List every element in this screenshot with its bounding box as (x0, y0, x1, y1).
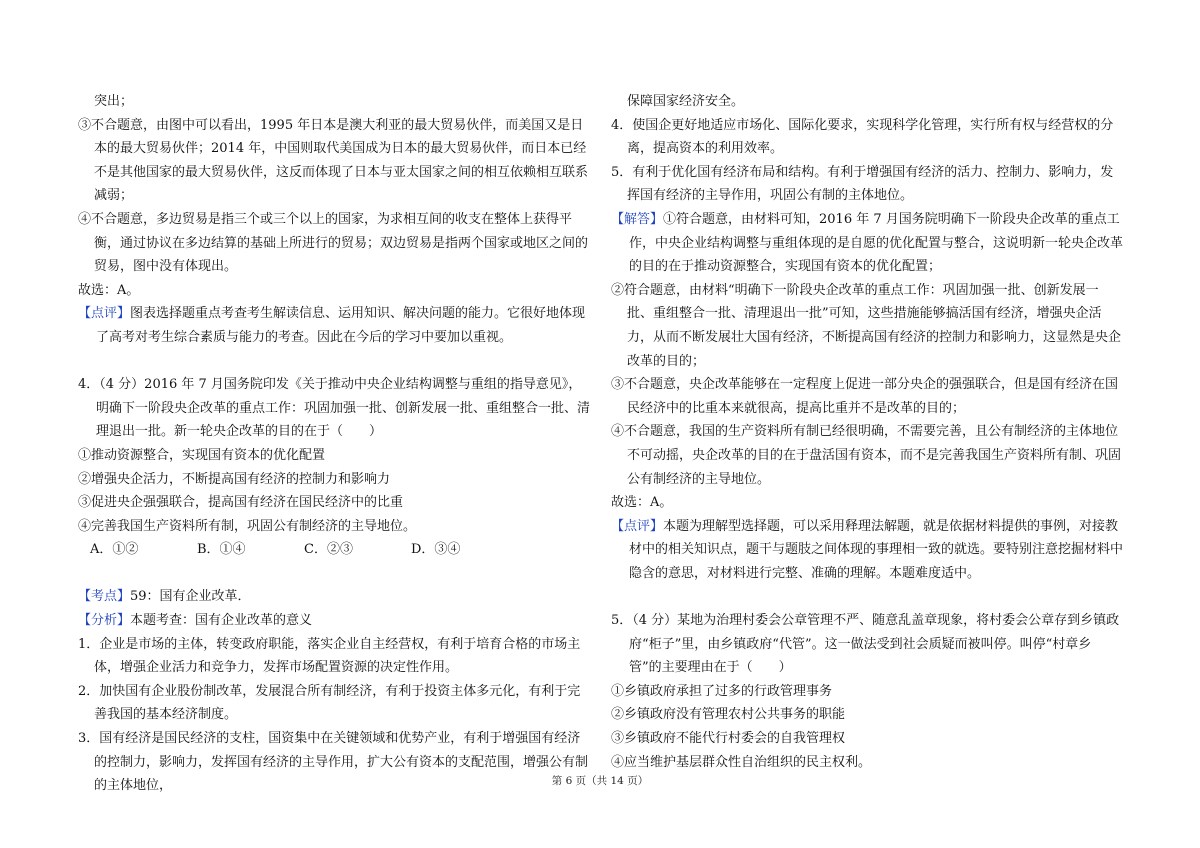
q4-solution-item-3: ③不合题意，央企改革能够在一定程度上促进一部分央企的强强联合，但是国有经济在国民经济中的比重本来就很高，提高比重并不是改革的目的； (611, 377, 1119, 416)
q4-review-text: 本题为理解型选择题，可以采用释理法解题，就是依据材料提供的事例，对接教材中的相关知识点，题干与题肢之间体现的事理相一致的就选。要特别注意挖掘材料中隐含的意思，对材料进行完整、准确的理解。本题难度适中。 (629, 518, 1124, 581)
q4-answer: 故选：A。 (611, 495, 673, 511)
q4-solution-item-4: ④不合题意，我国的生产资料所有制已经很明确，不需要完善，且公有制经济的主体地位不可动摇，央企改革的目的在于盘活国有资本，而不是完善我国生产资料所有制、巩固公有制经济的主导地位。 (611, 424, 1122, 487)
q4-stem: 4．（4 分）2016 年 7 月国务院印发《关于推动中央企业结构调整与重组的指导意见》，明确下一阶段央企改革的重点工作：巩固加强一批、创新发展一批、重组整合一批、清理退出一批。新一轮央企改革的目的在于（ ） (78, 377, 591, 440)
q4-analysis-item-5: 5．有利于优化国有经济布局和结构。有利于增强国有经济的活力、控制力、影响力，发挥国有经济的主导作用，巩固公有制的主体地位。 (611, 164, 1114, 204)
q5-stem: 5．（4 分）某地为治理村委会公章管理不严、随意乱盖章现象，将村委会公章存到乡镇政府“柜子”里，由乡镇政府“代管”。这一做法受到社会质疑而被叫停。叫停“村章乡管”的主要理由在于（ ） (611, 613, 1120, 676)
q4-analysis-item-2: 2．加快国有企业股份制改革，发展混合所有制经济，有利于投资主体多元化，有利于完善我国的基本经济制度。 (78, 683, 581, 723)
q4-continuation-line: 保障国家经济安全。 (627, 94, 745, 109)
q4-solution (611, 208, 1123, 279)
q3-analysis-item-3: ③不合题意，由图中可以看出，1995 年日本是澳大利亚的最大贸易伙伴，而美国又是日本的最大贸易伙伴；2014 年，中国则取代美国成为日本的最大贸易伙伴，而日本已经不是其他国家的最大贸易伙伴，这反而体现了日本与亚太国家之间的相互依赖相互联系减弱； (78, 117, 589, 204)
q4-choice-3: ③促进央企强强联合，提高国有经济在国民经济中的比重 (78, 495, 404, 511)
right-column (611, 90, 1123, 774)
q5-choice-4: ④应当维护基层群众性自治组织的民主权利。 (611, 754, 872, 770)
q4-options (78, 538, 590, 562)
solution-tag: 【解答】 (611, 211, 664, 227)
review-tag: 【点评】 (611, 518, 664, 534)
q4-analysis-text: 本题考查：国有企业改革的意义 (130, 613, 313, 629)
q3-analysis-item-4: ④不合题意，多边贸易是指三个或三个以上的国家，为求相互间的收支在整体上获得平衡，通过协议在多边结算的基础上所进行的贸易；双边贸易是指两个国家或地区之间的贸易，图中没有体现出。 (78, 211, 589, 275)
q3-review-text: 图表选择题重点考查考生解读信息、运用知识、解决问题的能力。它很好地体现了高考对考生综合素质与能力的考查。因此在今后的学习中要加以重视。 (96, 306, 586, 345)
q4-review (611, 515, 1123, 586)
q4-solution-item-2: ②符合题意，由材料“明确下一阶段央企改革的重点工作：巩固加强一批、创新发展一批、重组整合一批、清理退出一批”可知，这些措施能够搞活国有经济，增强央企活力，从而不断发展壮大国有经济，不断提高国有经济的控制力和影响力，这显然是央企改革的目的； (611, 282, 1122, 369)
q4-option-a: A．①② (90, 542, 139, 558)
left-column (78, 90, 590, 798)
q4-option-b: B．①④ (197, 542, 246, 558)
q4-analysis (78, 609, 590, 633)
q5-choice-2: ②乡镇政府没有管理农村公共事务的职能 (611, 707, 846, 723)
q3-continuation-line: 突出； (94, 94, 134, 109)
q4-choice-2: ②增强央企活力，不断提高国有经济的控制力和影响力 (78, 471, 391, 487)
q4-analysis-item-1: 1．企业是市场的主体，转变政府职能，落实企业自主经营权，有利于培育合格的市场主体，增强企业活力和竞争力，发挥市场配置资源的决定性作用。 (78, 636, 581, 676)
q4-choice-1: ①推动资源整合，实现国有资本的优化配置 (78, 447, 326, 463)
q4-option-c: C．②③ (304, 542, 353, 558)
q4-analysis-item-4: 4．使国企更好地适应市场化、国际化要求，实现科学化管理，实行所有权与经营权的分离，提高资本的利用效率。 (611, 117, 1114, 157)
point-tag: 【考点】 (78, 589, 131, 605)
q5-choice-1: ①乡镇政府承担了过多的行政管理事务 (611, 683, 833, 699)
q4-point (78, 585, 590, 609)
q5-choice-3: ③乡镇政府不能代行村委会的自我管理权 (611, 731, 846, 747)
q4-solution-text: ①符合题意，由材料可知，2016 年 7 月国务院明确下一阶段央企改革的重点工作，中央企业结构调整与重组体现的是自愿的优化配置与整合，这说明新一轮央企改革的目的在于推动资源整合，实现国有资本的优化配置； (629, 211, 1124, 275)
q3-review (78, 302, 590, 349)
q4-analysis-item-3: 3．国有经济是国民经济的支柱，国资集中在关键领域和优势产业，有利于增强国有经济的控制力，影响力，发挥国有经济的主导作用，扩大公有资本的支配范围，增强公有制的主体地位， (78, 731, 589, 794)
q4-option-d: D．③④ (411, 542, 461, 558)
q4-point-text: 59：国有企业改革． (130, 589, 251, 605)
q3-answer: 故选：A。 (78, 282, 140, 298)
review-tag: 【点评】 (78, 306, 131, 322)
q4-choice-4: ④完善我国生产资料所有制，巩固公有制经济的主导地位。 (78, 518, 417, 534)
page-footer: 第 6 页（共 14 页） (551, 775, 649, 787)
analysis-tag: 【分析】 (78, 613, 131, 629)
